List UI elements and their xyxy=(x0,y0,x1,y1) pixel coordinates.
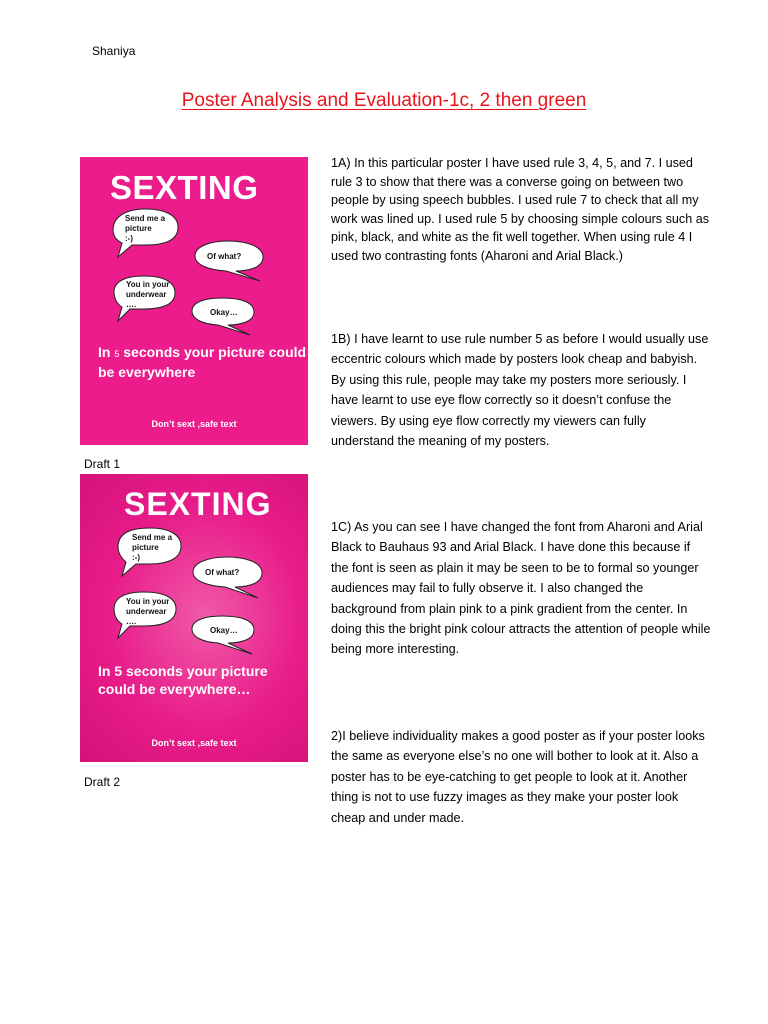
bubble-text: You in your xyxy=(126,280,170,289)
bubble-text: underwear xyxy=(126,607,167,616)
poster-footer: Don’t sext ,safe text xyxy=(151,419,237,429)
poster-title: SEXTING xyxy=(110,169,259,206)
speech-bubble-of-what xyxy=(195,241,263,281)
poster-tagline: In 5 seconds your picture could be everywhere… xyxy=(98,663,268,697)
draft-2-caption: Draft 2 xyxy=(84,775,121,789)
bubble-text: Send me a xyxy=(125,214,166,223)
speech-bubble-okay xyxy=(192,616,254,654)
poster-draft-1 xyxy=(80,157,308,445)
tagline-number: 5 xyxy=(114,349,120,359)
bubble-text: underwear xyxy=(126,290,167,299)
bubble-text: Send me a xyxy=(132,533,173,542)
bubble-text: Of what? xyxy=(205,568,240,577)
poster-title: SEXTING xyxy=(124,486,272,522)
bubble-text: Okay… xyxy=(210,308,238,317)
poster-draft-2 xyxy=(80,474,308,762)
bubble-text: Of what? xyxy=(207,252,242,261)
paragraph-1c: 1C) As you can see I have changed the font from Aharoni and Arial Black to Bauhaus 93 and Arial Black. I have done this because if the font is seen as plain it may be seen to be to formal so younger audiences may fail to fully observe it. I also changed the background from plain pink to a pink gradient from the center. In doing this the bright pink colour attracts the attention of people while being more interesting. xyxy=(331,520,711,657)
poster-tagline xyxy=(98,343,308,381)
speech-bubbles xyxy=(80,474,308,762)
speech-bubble-of-what xyxy=(193,557,262,598)
author-name: Shaniya xyxy=(92,44,136,58)
bubble-text: …. xyxy=(126,617,137,626)
tagline-rest: seconds your picture could be everywhere xyxy=(98,344,307,380)
draft-1-caption: Draft 1 xyxy=(84,457,121,471)
bubble-text: :-) xyxy=(132,553,140,562)
bubble-text: picture xyxy=(132,543,159,552)
paragraph-1a: 1A) In this particular poster I have used rule 3, 4, 5, and 7. I used rule 3 to show that there was a converse going on between two people by using speech bubbles. I used rule 7 to check that all my work was lined up. I used rule 5 by choosing simple colours such as pink, black, and white as the fit well together. When using rule 4 I used two contrasting fonts (Aharoni and Arial Black.) xyxy=(331,156,710,263)
speech-bubbles xyxy=(80,157,308,445)
bubble-text: You in your xyxy=(126,597,170,606)
bubble-text: Okay… xyxy=(210,626,238,635)
bubble-text: :-) xyxy=(125,234,133,243)
poster-footer: Don’t sext ,safe text xyxy=(151,738,237,748)
paragraph-1b: 1B) I have learnt to use rule number 5 as before I would usually use eccentric colours which made by posters look cheap and babyish. By using this rule, people may take my posters more seriously. I have learnt to use eye flow correctly so it doesn’t confuse the viewers. By using eye flow correctly my viewers can fully understand the meaning of my posters. xyxy=(331,332,709,449)
bubble-text: …. xyxy=(126,300,137,309)
paragraph-2: 2)I believe individuality makes a good poster as if your poster looks the same as everyone else’s no one will bother to look at it. Also a poster has to be eye-catching to get people to look at it. Another thing is not to use fuzzy images as they make your poster look cheap and under made. xyxy=(331,729,705,825)
tagline-prefix: In xyxy=(98,344,111,360)
bubble-text: picture xyxy=(125,224,152,233)
page-title: Poster Analysis and Evaluation-1c, 2 then green xyxy=(181,90,587,111)
